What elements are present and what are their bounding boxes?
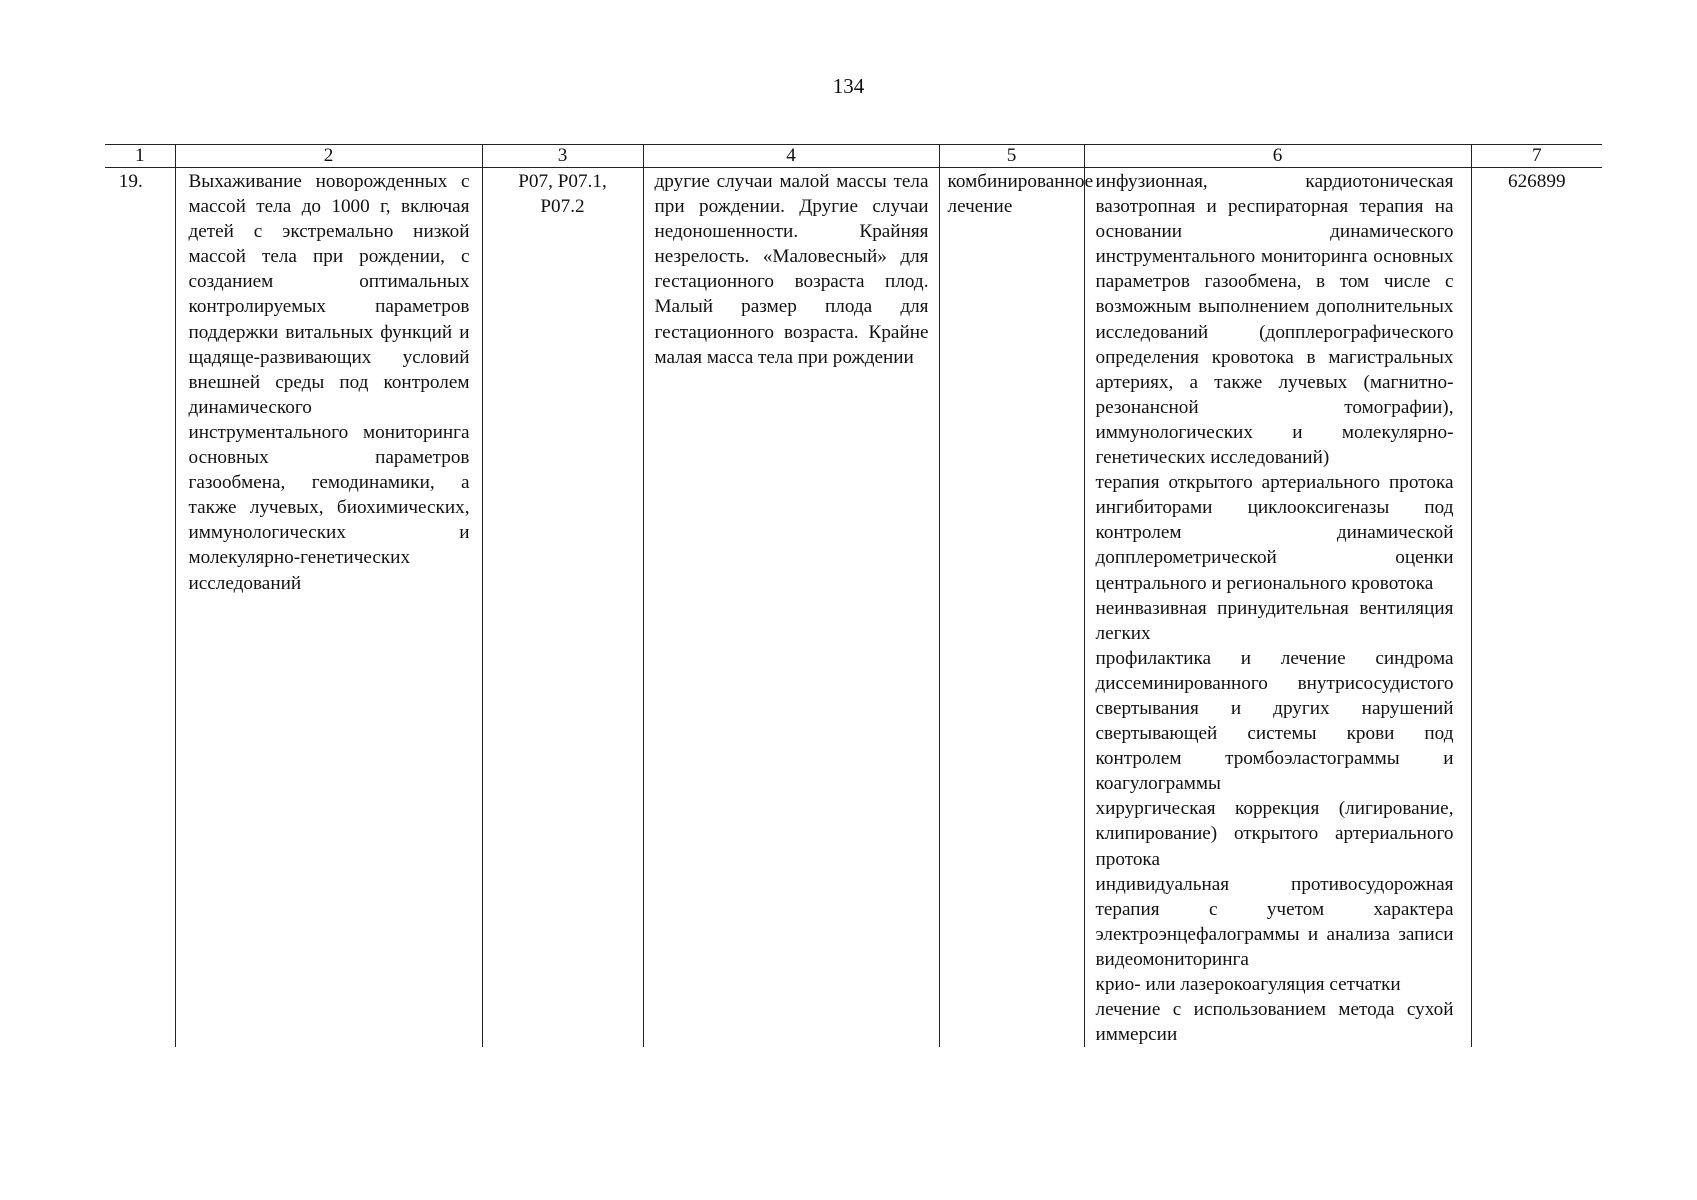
- patient-model: другие случаи малой массы тела при рождении. Другие случаи недоношенности. Крайняя незрелость. «Маловесный» для гестационного возраста плод. Малый размер плода для гестационного возраста. Крайне малая масса тела при рождении: [643, 168, 939, 1048]
- page-number: 134: [832, 74, 865, 98]
- treatment-method: инфузионная, кардиотоническая вазотропная и респираторная терапия на основании динамического инструментального мониторинга основных параметров газообмена, в том числе с возможным выполнением дополнительных исследований (допплерографического определения кровотока в магистральных артериях, а также лучевых (магнитно-резонансной томографии), иммунологических и молекулярно-генетических исследований): [1095, 171, 1454, 469]
- medical-care-table: [105, 144, 1602, 1047]
- column-header-6: 6: [1084, 145, 1471, 168]
- financial-cost: 626899: [1471, 168, 1602, 1048]
- treatment-method: лечение с использованием метода сухой иммерсии: [1095, 999, 1454, 1046]
- header-row: [105, 145, 1602, 168]
- row-number: 19.: [105, 168, 175, 1048]
- treatment-method: профилактика и лечение синдрома диссеминированного внутрисосудистого свертывания и других нарушений свертывающей системы крови под контролем тромбоэластограммы и коагулограммы: [1095, 647, 1454, 795]
- icd-codes: P07, P07.1, P07.2: [482, 168, 643, 1048]
- treatment-method: терапия открытого артериального протока ингибиторами циклооксигеназы под контролем динамической допплерометрической оценки центрального и регионального кровотока: [1095, 472, 1454, 594]
- column-header-7: 7: [1471, 145, 1602, 168]
- treatment-method: индивидуальная противосудорожная терапия с учетом характера электроэнцефалограммы и анализа записи видеомониторинга: [1095, 873, 1454, 970]
- treatment-type: комбинированное лечение: [939, 168, 1084, 1048]
- treatment-method: неинвазивная принудительная вентиляция легких: [1095, 597, 1454, 644]
- column-header-5: 5: [939, 145, 1084, 168]
- treatment-method: хирургическая коррекция (лигирование, клипирование) открытого артериального протока: [1095, 798, 1454, 870]
- table-row: [105, 168, 1602, 1048]
- care-type-name: Выхаживание новорожденных с массой тела до 1000 г, включая детей с экстремально низкой массой тела при рождении, с созданием оптимальных контролируемых параметров поддержки витальных функций и щадяще-развивающих условий внешней среды под контролем динамического инструментального мониторинга основных параметров газообмена, гемодинамики, а также лучевых, биохимических, иммунологических и молекулярно-генетических исследований: [175, 168, 482, 1048]
- column-header-3: 3: [482, 145, 643, 168]
- column-header-1: 1: [105, 145, 175, 168]
- column-header-4: 4: [643, 145, 939, 168]
- treatment-methods: [1084, 168, 1471, 1048]
- column-header-2: 2: [175, 145, 482, 168]
- treatment-method: крио- или лазерокоагуляция сетчатки: [1095, 974, 1401, 995]
